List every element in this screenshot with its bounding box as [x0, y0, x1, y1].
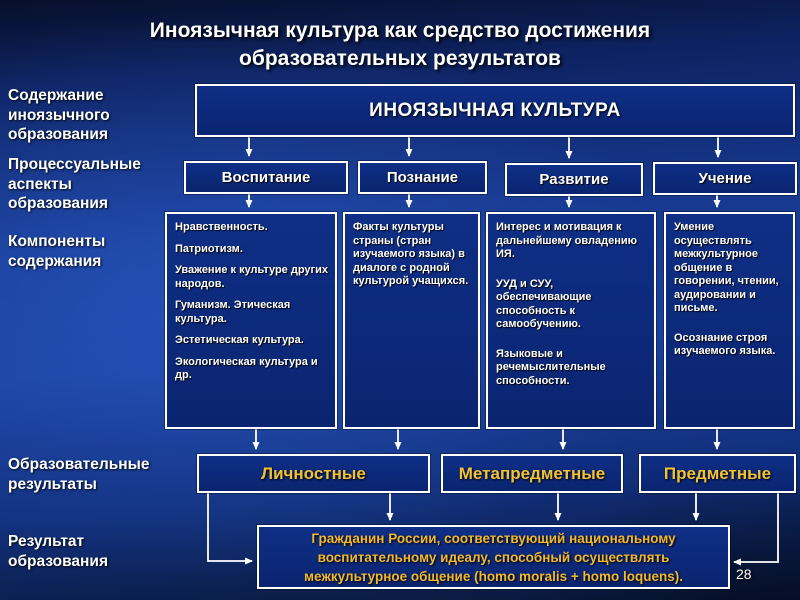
process-box-uchenie: Учение	[653, 162, 797, 195]
result-box-predmetnye: Предметные	[639, 454, 796, 493]
row-label-education-outcome: Результат образования	[8, 533, 108, 570]
result-box-lichnostnye: Личностные	[197, 454, 430, 493]
row-label-content: Содержание иноязычного образования	[8, 87, 110, 143]
row-label-educational-results: Образовательные результаты	[8, 456, 150, 493]
content-paragraph: Осознание строя изучаемого языка.	[674, 331, 776, 357]
content-paragraph: Факты культуры страны (стран изучаемого языка) в диалоге с родной культурой учащихся.	[353, 221, 469, 287]
content-paragraph: Языковые и речемыслительные способности.	[496, 347, 606, 387]
title-line-2: образовательных результатов	[239, 47, 561, 70]
content-box-uchenie	[664, 212, 795, 429]
process-box-razvitie: Развитие	[505, 163, 643, 196]
content-paragraph: УУД и СУУ, обеспечивающие способность к самообучению.	[496, 277, 592, 330]
title-line-1: Иноязычная культура как средство достижения	[149, 19, 651, 42]
row-label-process-aspects: Процессуальные аспекты образования	[8, 156, 141, 212]
content-paragraph: Экологическая культура и др.	[175, 355, 318, 381]
content-paragraph: Умение осуществлять межкультурное общение в говорении, чтении, аудировании и письме.	[674, 221, 779, 314]
process-box-poznanie: Познание	[358, 161, 487, 194]
process-box-vospitanie: Воспитание	[184, 161, 348, 194]
content-paragraph: Гуманизм. Этическая культура.	[175, 299, 291, 325]
final-result-box: Гражданин России, соответствующий национальному воспитательному идеалу, способный осуществлять межкультурное общение (homo moralis + homo loquens).	[257, 525, 730, 589]
content-paragraph: Нравственность.	[175, 221, 268, 233]
content-paragraph: Уважение к культуре других народов.	[175, 264, 328, 290]
row-label-components: Компоненты содержания	[8, 233, 106, 270]
content-box-poznanie	[343, 212, 480, 429]
page-number: 28	[736, 566, 752, 582]
content-box-vospitanie	[165, 212, 337, 429]
foreign-language-culture-box: ИНОЯЗЫЧНАЯ КУЛЬТУРА	[195, 84, 795, 137]
result-box-metapredmetnye: Метапредметные	[441, 454, 623, 493]
content-paragraph: Эстетическая культура.	[175, 334, 304, 346]
content-box-razvitie	[486, 212, 656, 429]
content-paragraph: Патриотизм.	[175, 242, 243, 255]
content-paragraph: Интерес и мотивация к дальнейшему овладению ИЯ.	[496, 221, 638, 260]
